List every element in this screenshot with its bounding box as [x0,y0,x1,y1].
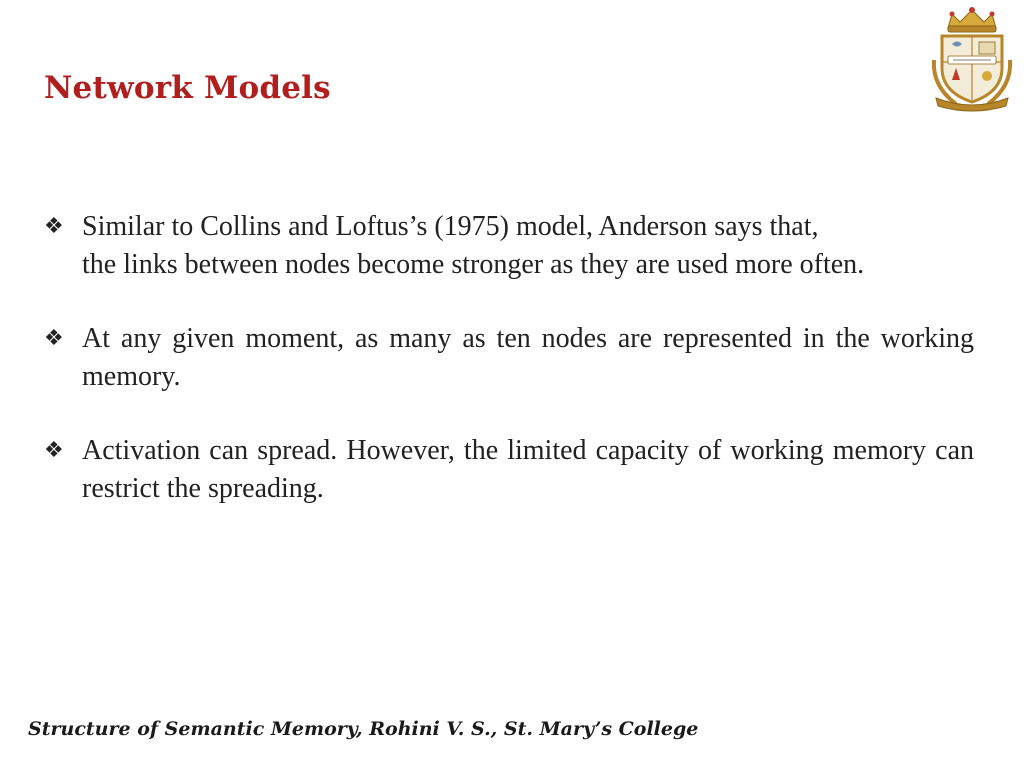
slide-title: Network Models [44,70,331,106]
bullet-text [82,208,974,284]
slide-footer: Structure of Semantic Memory, Rohini V. S., St. Mary’s College [28,718,699,740]
bullet-item [44,208,974,284]
bullet-item [44,320,974,396]
bullet-text: Activation can spread. However, the limited capacity of working memory can restrict the spreading. [82,435,974,504]
bullet-list [44,208,974,544]
diamond-bullet-icon: ❖ [44,326,64,351]
diamond-bullet-icon: ❖ [44,438,64,463]
college-crest-icon [926,6,1018,112]
diamond-bullet-icon: ❖ [44,214,64,239]
bullet-line: the links between nodes become stronger as they are used more often. [82,249,865,280]
bullet-line: Similar to Collins and Loftus’s (1975) model, Anderson says that, [82,211,819,242]
bullet-text: At any given moment, as many as ten nodes are represented in the working memory. [82,323,974,392]
bullet-item [44,432,974,508]
